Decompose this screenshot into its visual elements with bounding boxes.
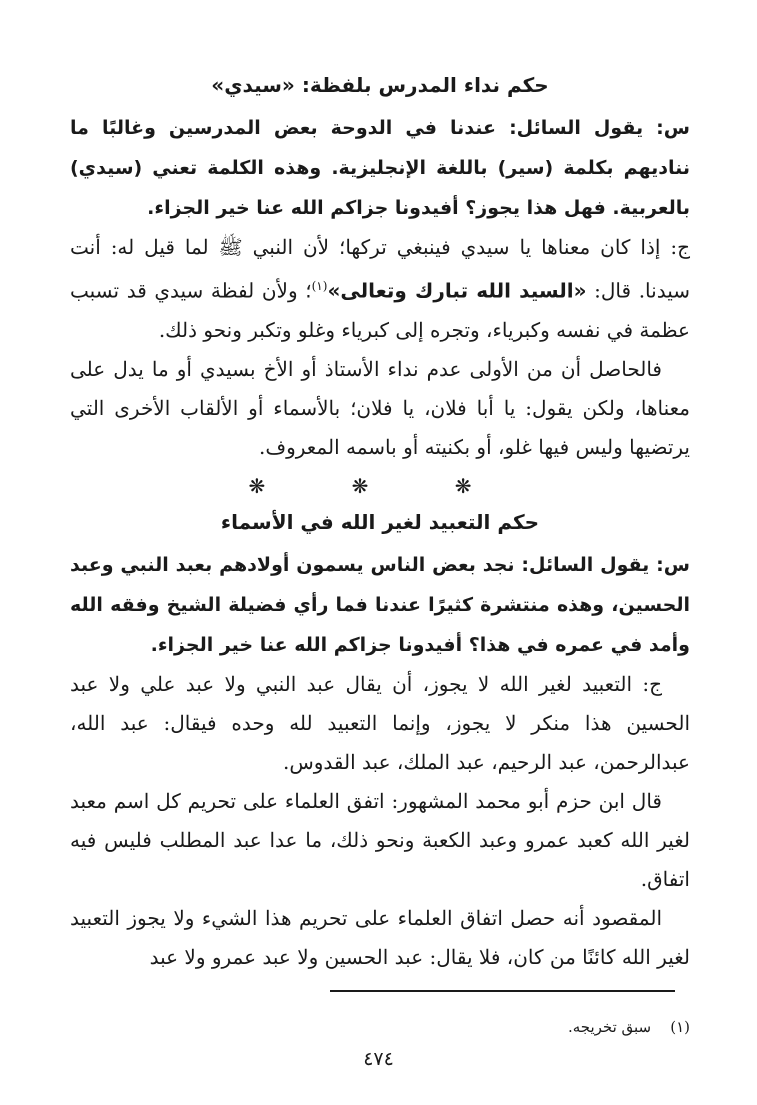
footnote-divider: [330, 990, 675, 992]
page-body: [70, 70, 690, 977]
footnote-text: سبق تخريجه.: [567, 1018, 652, 1036]
section1-answer-2: فالحاصل أن من الأولى عدم نداء الأستاذ أو الأخ بسيدي أو ما يدل على معناها، ولكن يقول: يا أبا فلان، يا فلان؛ بالأسماء أو الألقاب الأخرى التي يرتضيها وليس فيها غلو، أو بكنيته أو باسمه المعروف.: [70, 356, 690, 459]
section2-answer-1: ج: التعبيد لغير الله لا يجوز، أن يقال عبد النبي ولا عبد علي ولا عبد الحسين هذا منكر لا يجوز، وإنما التعبيد لله وحده فيقال: عبد الله، عبدالرحمن، عبد الرحيم، عبد الملك، عبد القدوس.: [70, 671, 690, 774]
section1-answer-1: [70, 228, 690, 350]
section-separator: ❋ ❋ ❋: [248, 473, 512, 498]
page-number: ٤٧٤: [363, 1048, 394, 1070]
section2-answer-3: المقصود أنه حصل اتفاق العلماء على تحريم هذا الشيء ولا يجوز التعبيد لغير الله كائنًا من كان، فلا يقال: عبد الحسين ولا عبد عمرو ولا عبد: [70, 905, 690, 969]
hadith-quote: «السيد الله تبارك وتعالى»: [327, 278, 587, 303]
footnote-reference: (١): [311, 279, 328, 293]
answer-text-a: ج: إذا كان معناها يا سيدي فينبغي تركها؛ لأن النبي ﷺ لما قيل له: أنت سيدنا. قال:: [70, 235, 691, 303]
section1-question: س: يقول السائل: عندنا في الدوحة بعض المدرسين وغالبًا ما نناديهم بكلمة (سير) باللغة الإنجليزية. وهذه الكلمة تعني (سيدي) بالعربية. فهل هذا يجوز؟ أفيدونا جزاكم الله عنا خير الجزاء.: [70, 117, 690, 219]
section2-title: حكم التعبيد لغير الله في الأسماء: [220, 509, 540, 534]
section2-question: س: يقول السائل: نجد بعض الناس يسمون أولادهم بعبد النبي وعبد الحسين، وهذه منتشرة كثيرًا عندنا فما رأي فضيلة الشيخ وفقه الله وأمد في عمره في هذا؟ أفيدونا جزاكم الله عنا خير الجزاء.: [70, 553, 690, 656]
section2-answer-2: قال ابن حزم أبو محمد المشهور: اتفق العلماء على تحريم كل اسم معبد لغير الله كعبد عمرو وعبد الكعبة ونحو ذلك، ما عدا عبد المطلب فليس فيه اتفاق.: [70, 788, 690, 891]
answer-text-b: ؛ ولأن لفظة سيدي قد تسبب عظمة في نفسه وكبرياء، وتجره إلى كبرياء وغلو وتكبر ونحو ذلك.: [70, 278, 690, 342]
footnote-marker: (١): [670, 1018, 690, 1036]
footnote: [70, 1018, 690, 1036]
section1-title: حكم نداء المدرس بلفظة: «سيدي»: [211, 73, 549, 97]
